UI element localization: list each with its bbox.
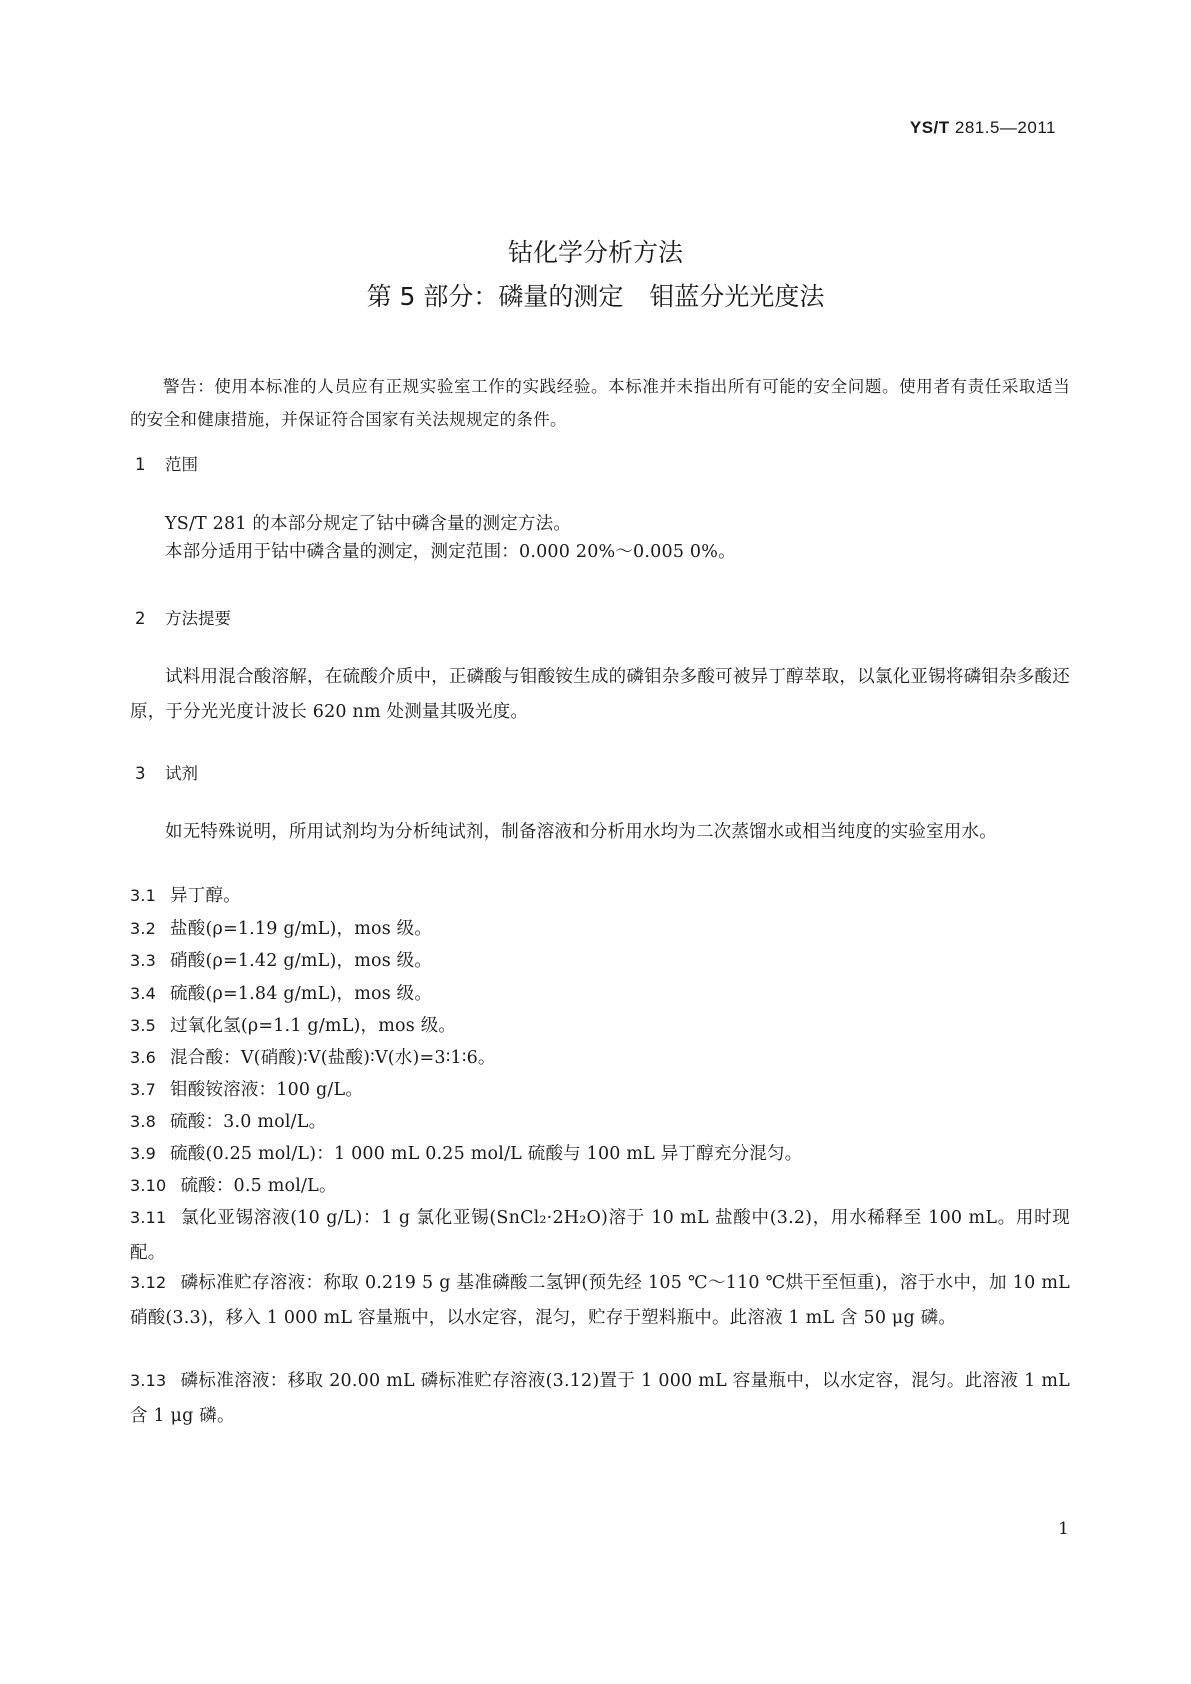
reagent-text: 盐酸(ρ=1.19 g/mL)，mos 级。 bbox=[170, 919, 433, 939]
reagent-item bbox=[130, 1363, 1070, 1434]
subtitle-method: 钼蓝分光光度法 bbox=[649, 282, 825, 311]
section-heading-scope bbox=[135, 451, 198, 475]
reagent-item bbox=[130, 943, 1070, 979]
section-number: 2 bbox=[135, 609, 146, 628]
reagent-number: 3.2 bbox=[130, 919, 157, 938]
reagent-number: 3.5 bbox=[130, 1016, 157, 1035]
reagent-item bbox=[130, 878, 1070, 914]
section-number: 3 bbox=[135, 764, 146, 783]
section-title: 范围 bbox=[165, 455, 198, 474]
standard-code-prefix: YS/T bbox=[909, 118, 950, 137]
reagent-item bbox=[130, 1265, 1070, 1336]
method-paragraph: 试料用混合酸溶解，在硫酸介质中，正磷酸与钼酸铵生成的磷钼杂多酸可被异丁醇萃取，以氯化亚锡将磷钼杂多酸还原，于分光光度计波长 620 nm 处测量其吸光度。 bbox=[130, 667, 1070, 722]
reagent-number: 3.13 bbox=[130, 1371, 167, 1390]
reagent-text: 混合酸：V(硝酸)∶V(盐酸)∶V(水)=3∶1∶6。 bbox=[170, 1048, 496, 1068]
reagent-text: 钼酸铵溶液：100 g/L。 bbox=[170, 1080, 364, 1100]
document-title: 钴化学分析方法 bbox=[507, 238, 683, 267]
subtitle-part: 第 5 部分：磷量的测定 bbox=[366, 282, 624, 311]
reagent-number: 3.6 bbox=[130, 1048, 157, 1067]
section-number: 1 bbox=[135, 455, 146, 474]
reagent-text: 磷标准溶液：移取 20.00 mL 磷标准贮存溶液(3.12)置于 1 000 mL 容量瓶中，以水定容，混匀。此溶液 1 mL 含 1 μg 磷。 bbox=[130, 1371, 1070, 1426]
reagents-intro: 如无特殊说明，所用试剂均为分析纯试剂，制备溶液和分析用水均为二次蒸馏水或相当纯度的实验室用水。 bbox=[165, 822, 997, 842]
reagent-item bbox=[130, 1072, 1070, 1108]
reagent-number: 3.10 bbox=[130, 1176, 167, 1195]
reagent-text: 硫酸：0.5 mol/L。 bbox=[180, 1176, 337, 1196]
reagent-item bbox=[130, 1200, 1070, 1271]
reagent-item bbox=[130, 911, 1070, 947]
reagent-number: 3.4 bbox=[130, 984, 157, 1003]
reagent-item bbox=[130, 1040, 1070, 1076]
section-title: 方法提要 bbox=[165, 609, 231, 628]
reagent-number: 3.9 bbox=[130, 1144, 157, 1163]
scope-paragraph-2: 本部分适用于钴中磷含量的测定，测定范围：0.000 20%～0.005 0%。 bbox=[165, 542, 736, 562]
warning-paragraph: 警告：使用本标准的人员应有正规实验室工作的实践经验。本标准并未指出所有可能的安全问题。使用者有责任采取适当的安全和健康措施，并保证符合国家有关法规规定的条件。 bbox=[130, 377, 1070, 429]
reagent-text: 磷标准贮存溶液：称取 0.219 5 g 基准磷酸二氢钾(预先经 105 ℃～110 ℃烘干至恒重)，溶于水中，加 10 mL 硝酸(3.3)，移入 1 000 mL 容量瓶中，以水定容，混匀，贮存于塑料瓶中。此溶液 1 mL 含 50 μg 磷。 bbox=[130, 1273, 1070, 1328]
reagent-item bbox=[130, 1168, 1070, 1204]
reagent-number: 3.11 bbox=[130, 1208, 167, 1227]
reagent-text: 硫酸：3.0 mol/L。 bbox=[170, 1112, 327, 1132]
reagent-number: 3.8 bbox=[130, 1112, 157, 1131]
scope-paragraph-1: YS/T 281 的本部分规定了钴中磷含量的测定方法。 bbox=[165, 514, 572, 534]
section-title: 试剂 bbox=[165, 764, 198, 783]
reagent-item bbox=[130, 976, 1070, 1012]
reagent-text: 过氧化氢(ρ=1.1 g/mL)，mos 级。 bbox=[170, 1016, 457, 1036]
document-subtitle bbox=[0, 277, 1191, 313]
section-heading-method bbox=[135, 605, 231, 629]
reagent-text: 异丁醇。 bbox=[170, 886, 241, 906]
page-number: 1 bbox=[1058, 1519, 1069, 1539]
reagent-number: 3.1 bbox=[130, 886, 157, 905]
section-heading-reagents bbox=[135, 760, 198, 784]
standard-code bbox=[910, 118, 1056, 138]
reagent-text: 硫酸(0.25 mol/L)：1 000 mL 0.25 mol/L 硫酸与 100 mL 异丁醇充分混匀。 bbox=[170, 1144, 803, 1164]
reagent-item bbox=[130, 1008, 1070, 1044]
reagent-number: 3.12 bbox=[130, 1273, 167, 1292]
reagent-number: 3.3 bbox=[130, 951, 157, 970]
reagent-number: 3.7 bbox=[130, 1080, 157, 1099]
reagent-item bbox=[130, 1104, 1070, 1140]
reagent-text: 硝酸(ρ=1.42 g/mL)，mos 级。 bbox=[170, 951, 433, 971]
reagent-text: 氯化亚锡溶液(10 g/L)：1 g 氯化亚锡(SnCl₂·2H₂O)溶于 10 mL 盐酸中(3.2)，用水稀释至 100 mL。用时现配。 bbox=[130, 1208, 1070, 1263]
standard-code-number: 281.5—2011 bbox=[954, 118, 1056, 137]
reagent-item bbox=[130, 1136, 1070, 1172]
reagent-text: 硫酸(ρ=1.84 g/mL)，mos 级。 bbox=[170, 984, 433, 1004]
